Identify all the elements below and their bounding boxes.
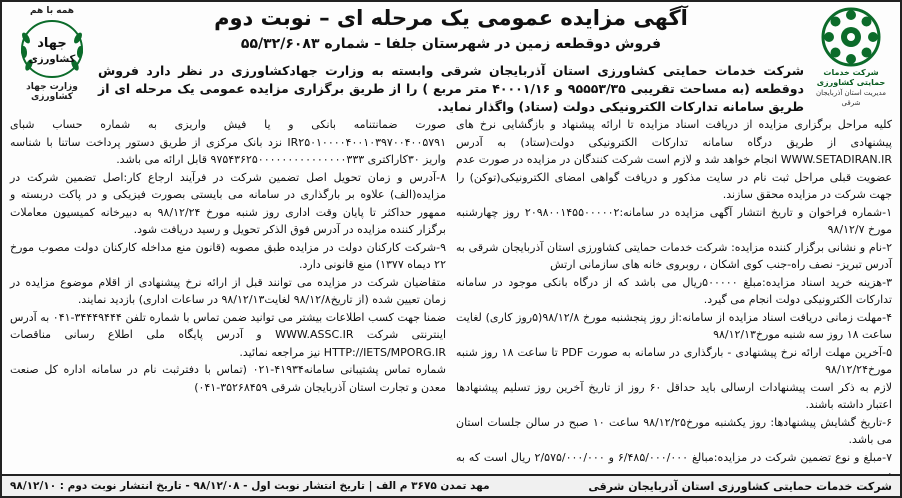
paragraph: ۴-مهلت زمانی دریافت اسناد مزایده از سامانه:از روز پنجشنبه مورخ ۹۸/۱۲/۸(۵روز کاری) لغایت ساعت ۱۸ روز سه شنبه مورخ۹۸/۱۲/۱۳ xyxy=(456,310,892,341)
ministry-logo-top: همه با هم xyxy=(29,6,75,16)
notice-title: آگهی مزایده عمومی یک مرحله ای – نوبت دوم xyxy=(214,6,688,30)
paragraph: ۱-شماره فراخوان و تاریخ انتشار آگهی مزایده در سامانه:۲۰۹۸۰۰۱۴۵۵۰۰۰۰۰۲ روز چهارشنبه مورخ ۹۸/۱۲/۷ xyxy=(456,205,892,236)
paragraph: لازم به ذکر است پیشنهادات ارسالی باید حداقل ۶۰ روز از تاریخ آخرین روز تسلیم پیشنهادها اعتبار داشته باشند. xyxy=(456,380,893,411)
company-logo xyxy=(810,6,892,107)
paragraph: ۶-تاریخ گشایش پیشنهادها: روز یکشنبه مورخ۹۸/۱۲/۲۵ ساعت ۱۰ صبح در سالن جلسات استان می باشد. xyxy=(456,415,892,446)
wheat-wreath-icon xyxy=(16,16,88,82)
ministry-logo-main: جهاد xyxy=(37,36,67,51)
paragraph: ۷-مبلغ و نوع تضمین شرکت در مزایده:مبالغ ۶/۴۸۵/۰۰۰/۰۰۰ و ۲/۵۷۵/۰۰۰/۰۰۰ ریال است که به xyxy=(456,450,892,464)
paragraph: ضمنا جهت کسب اطلاعات بیشتر می توانید ضمن تماس با شماره تلفن ۳۴۴۴۹۴۴۴-۰۴۱ به آدرس اینترنتی شرکت WWW.ASSC.IR و آدرس پایگاه ملی اطلاع رسانی مناقصات HTTP://IETS/MPORG.IR نیز مراجعه نمائید. xyxy=(10,310,446,359)
paragraph: متقاضیان شرکت در مزایده می توانند قبل از ارائه نرخ پیشنهادی از اقلام موضوع مزایده در زمان تعیین شده (از تاریخ۹۸/۱۲/۸ لغایت۹۸/۱۲/۱۳ در ساعات اداری) بازدید نمایند. xyxy=(10,275,446,306)
footer-company: شرکت خدمات حمایتی کشاورزی استان آذربایجان شرقی xyxy=(588,479,892,493)
notice-subtitle: فروش دوقطعه زمین در شهرستان جلفا – شماره ۵۵/۳۲/۶۰۸۳ xyxy=(240,36,662,52)
notice-header xyxy=(98,4,804,60)
ministry-logo xyxy=(10,6,94,112)
left-column xyxy=(10,116,446,456)
paragraph: کلیه مراحل برگزاری مزایده از دریافت اسناد مزایده تا ارائه پیشنهاد و بازگشایی نرخ های پیشنهادی از طریق درگاه سامانه تدارکات الکترونیکی دولت(ستاد) به آدرس WWW.SETADIRAN.IR انجام خواهد شد و لازم است شرکت کنندگان در مزایده در صورت عدم عضویت قبلی مراحل ثبت نام در سایت مذکور و دریافت گواهی امضای الکترونیکی(توکن) را جهت شرکت در مزایده محقق سازند. xyxy=(456,118,892,201)
notice-footer xyxy=(2,474,900,496)
company-logo-caption-1: شرکت خدمات حمایتی کشاورزی xyxy=(816,68,886,87)
ministry-logo-bottom: وزارت جهاد کشاورزی xyxy=(26,82,78,102)
wheel-emblem-icon xyxy=(820,6,882,68)
paragraph: ۹-شرکت کارکنان دولت در مزایده طبق مصوبه (قانون منع مداخله کارکنان دولت مصوب مورخ ۲۲ دیماه ۱۳۷۷) منع قانونی دارد. xyxy=(10,240,446,271)
notice-intro: شرکت خدمات حمایتی کشاورزی استان آذربایجان شرقی وابسته به وزارت جهادکشاورزی در نظر دارد فروش دوقطعه (به مساحت تقریبی ۹۵۵۵۳/۳۵ و ۴۰۰۰۱/۱۶ متر مربع ) را از طریق برگزاری مزایده عمومی یک مرحله ای از طریق سامانه تدارکات الکترونیکی دولت (ستاد) واگذار نماید. xyxy=(98,63,804,114)
company-logo-caption-2: مدیریت استان آذربایجان شرقی xyxy=(816,89,886,107)
paragraph: ۳-هزینه خرید اسناد مزایده:مبلغ ۵۰۰۰۰۰ریال می باشد که از درگاه بانکی موجود در سامانه تدارکات الکترونیکی دولت انجام می گیرد. xyxy=(456,275,893,306)
notice-body xyxy=(10,116,893,464)
svg-text:کشاورزی: کشاورزی xyxy=(28,54,76,65)
footer-dates: مهد تمدن ۳۶۷۵ م الف | تاریخ انتشار نوبت اول - ۹۸/۱۲/۰۸ - تاریخ انتشار نوبت دوم : ۹۸/۱۲/۱۰ xyxy=(10,480,490,492)
paragraph: ۲-نام و نشانی برگزار کننده مزایده: شرکت خدمات حمایتی کشاورزی استان آذربایجان شرقی به آدرس تبریز- نصف راه-جنب کوی اشکان ، روبروی خانه های سازمانی ارتش xyxy=(456,240,892,271)
right-column xyxy=(456,116,893,464)
paragraph: ۵-آخرین مهلت ارائه نرخ پیشنهادی - بارگذاری در سامانه به صورت PDF تا ساعت ۱۸ روز شنبه مورخ۹۸/۱۲/۲۴ xyxy=(456,345,892,376)
paragraph: صورت ضمانتنامه بانکی و یا فیش واریزی به شماره حساب شبای IR۲۵۰۱۰۰۰۰۴۰۰۱۰۳۹۷۰۰۴۰۰۵۷۹۱ نزد بانک مرکزی از طریق دستور پرداخت ساتنا با شناسه واریز ۳۰کاراکتری ۹۷۵۴۳۶۲۵۰۰۰۰۰۰۰۰۰۰۰۰۰۰۰۳۳۳ قابل ارائه می باشد. xyxy=(10,118,446,166)
paragraph: ۸-آدرس و زمان تحویل اصل تضمین شرکت در فرآیند ارجاع کار:اصل تضمین شرکت در مزایده(الف) علاوه بر بارگذاری در سامانه می بایستی بصورت فیزیکی و در پاکت دربسته و ممهور حداکثر تا پایان وقت اداری روز شنبه مورخ ۹۸/۱۲/۲۴ به دبیرخانه کمیسیون معاملات برگزار کننده مزایده در آدرس فوق الذکر تحویل و رسید دریافت شود. xyxy=(10,170,446,236)
paragraph: شماره تماس پشتیبانی سامانه۴۱۹۳۴-۰۲۱ (تماس با دفترثبت نام در سامانه اداره کل صنعت معدن و تجارت استان آذربایجان شرقی ۳۵۲۶۸۴۵۹-۰۴۱) xyxy=(10,363,446,394)
